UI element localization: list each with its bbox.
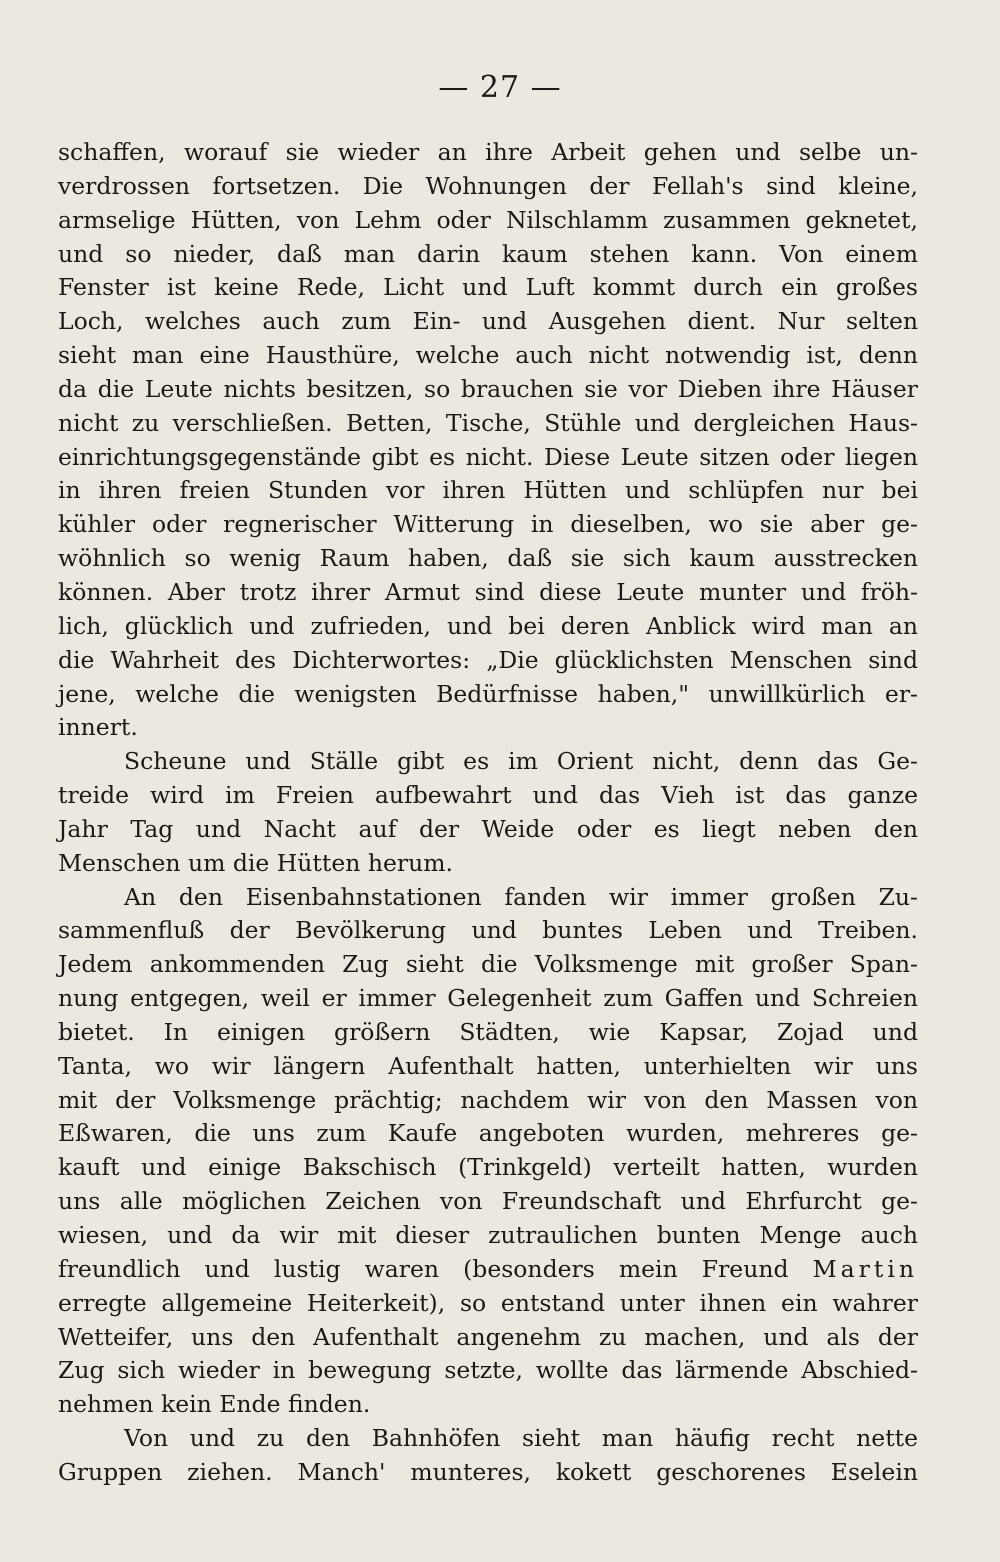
spaced-name: Martin [812, 1254, 918, 1283]
paragraph-last-line: innert. [58, 713, 138, 742]
text-line: nung entgegen, weil er immer Gelegenheit zum Gaffen und Schreien [58, 984, 918, 1013]
text-line: kauft und einige Bakschisch (Trinkgeld) verteilt hatten, wurden [58, 1153, 918, 1182]
text-line: einrichtungsgegenstände gibt es nicht. Diese Leute sitzen oder liegen [58, 442, 918, 471]
text-segment: freundlich und lustig waren (besonders mein Freund [58, 1254, 789, 1283]
text-line: und so nieder, daß man darin kaum stehen kann. Von einem [58, 239, 918, 268]
text-line: lich, glücklich und zufrieden, und bei deren Anblick wird man an [58, 611, 918, 640]
text-line: Jedem ankommenden Zug sieht die Volksmenge mit großer Span- [58, 950, 918, 979]
text-line: sammenfluß der Bevölkerung und buntes Leben und Treiben. [58, 916, 918, 945]
paragraph-last-line: Menschen um die Hütten herum. [58, 848, 453, 877]
text-line-with-spaced-name [58, 1253, 918, 1287]
text-line: jene, welche die wenigsten Bedürfnisse haben," unwillkürlich er- [58, 679, 918, 708]
paragraph-first-line: Von und zu den Bahnhöfen sieht man häufig recht nette [124, 1424, 918, 1453]
text-line: wöhnlich so wenig Raum haben, daß sie sich kaum ausstrecken [58, 544, 918, 573]
text-line: in ihren freien Stunden vor ihren Hütten und schlüpfen nur bei [58, 476, 918, 505]
text-line: Gruppen ziehen. Manch' munteres, kokett geschorenes Eselein [58, 1457, 918, 1486]
page-number: — 27 — [438, 70, 562, 105]
paragraph-first-line: An den Eisenbahnstationen fanden wir immer großen Zu- [124, 882, 918, 911]
body-text [58, 136, 918, 1490]
text-line: armselige Hütten, von Lehm oder Nilschlamm zusammen geknetet, [58, 205, 918, 234]
text-line: nicht zu verschließen. Betten, Tische, Stühle und dergleichen Haus- [58, 408, 918, 437]
paragraph-last-line: nehmen kein Ende finden. [58, 1390, 371, 1419]
text-line: verdrossen fortsetzen. Die Wohnungen der Fellah's sind kleine, [58, 171, 918, 200]
paragraph-first-line: Scheune und Ställe gibt es im Orient nicht, denn das Ge- [124, 747, 918, 776]
text-line: kühler oder regnerischer Witterung in dieselben, wo sie aber ge- [58, 510, 918, 539]
text-line: Zug sich wieder in bewegung setzte, wollte das lärmende Abschied- [58, 1356, 918, 1385]
text-line: uns alle möglichen Zeichen von Freundschaft und Ehrfurcht ge- [58, 1187, 918, 1216]
text-line: wiesen, und da wir mit dieser zutraulichen bunten Menge auch [58, 1221, 918, 1249]
text-line: sieht man eine Hausthüre, welche auch nicht notwendig ist, denn [58, 341, 918, 370]
text-line: treide wird im Freien aufbewahrt und das Vieh ist das ganze [58, 781, 918, 810]
text-line: Wetteifer, uns den Aufenthalt angenehm zu machen, und als der [58, 1322, 918, 1351]
text-line: bietet. In einigen größern Städten, wie Kapsar, Zojad und [58, 1017, 918, 1046]
text-line: können. Aber trotz ihrer Armut sind diese Leute munter und fröh- [58, 577, 918, 606]
text-line: mit der Volksmenge prächtig; nachdem wir von den Massen von [58, 1085, 918, 1114]
text-line: Fenster ist keine Rede, Licht und Luft kommt durch ein großes [58, 273, 918, 302]
text-line: Loch, welches auch zum Ein- und Ausgehen dient. Nur selten [58, 307, 918, 336]
text-line: Eßwaren, die uns zum Kaufe angeboten wurden, mehreres ge- [58, 1119, 918, 1148]
text-line: Jahr Tag und Nacht auf der Weide oder es liegt neben den [58, 814, 918, 843]
text-line: schaffen, worauf sie wieder an ihre Arbeit gehen und selbe un- [58, 138, 918, 166]
text-line: da die Leute nichts besitzen, so brauchen sie vor Dieben ihre Häuser [58, 374, 918, 403]
text-line: die Wahrheit des Dichterwortes: „Die glücklichsten Menschen sind [58, 645, 918, 674]
text-line: Tanta, wo wir längern Aufenthalt hatten, unterhielten wir uns [58, 1051, 918, 1080]
text-line: erregte allgemeine Heiterkeit), so entstand unter ihnen ein wahrer [58, 1288, 918, 1317]
